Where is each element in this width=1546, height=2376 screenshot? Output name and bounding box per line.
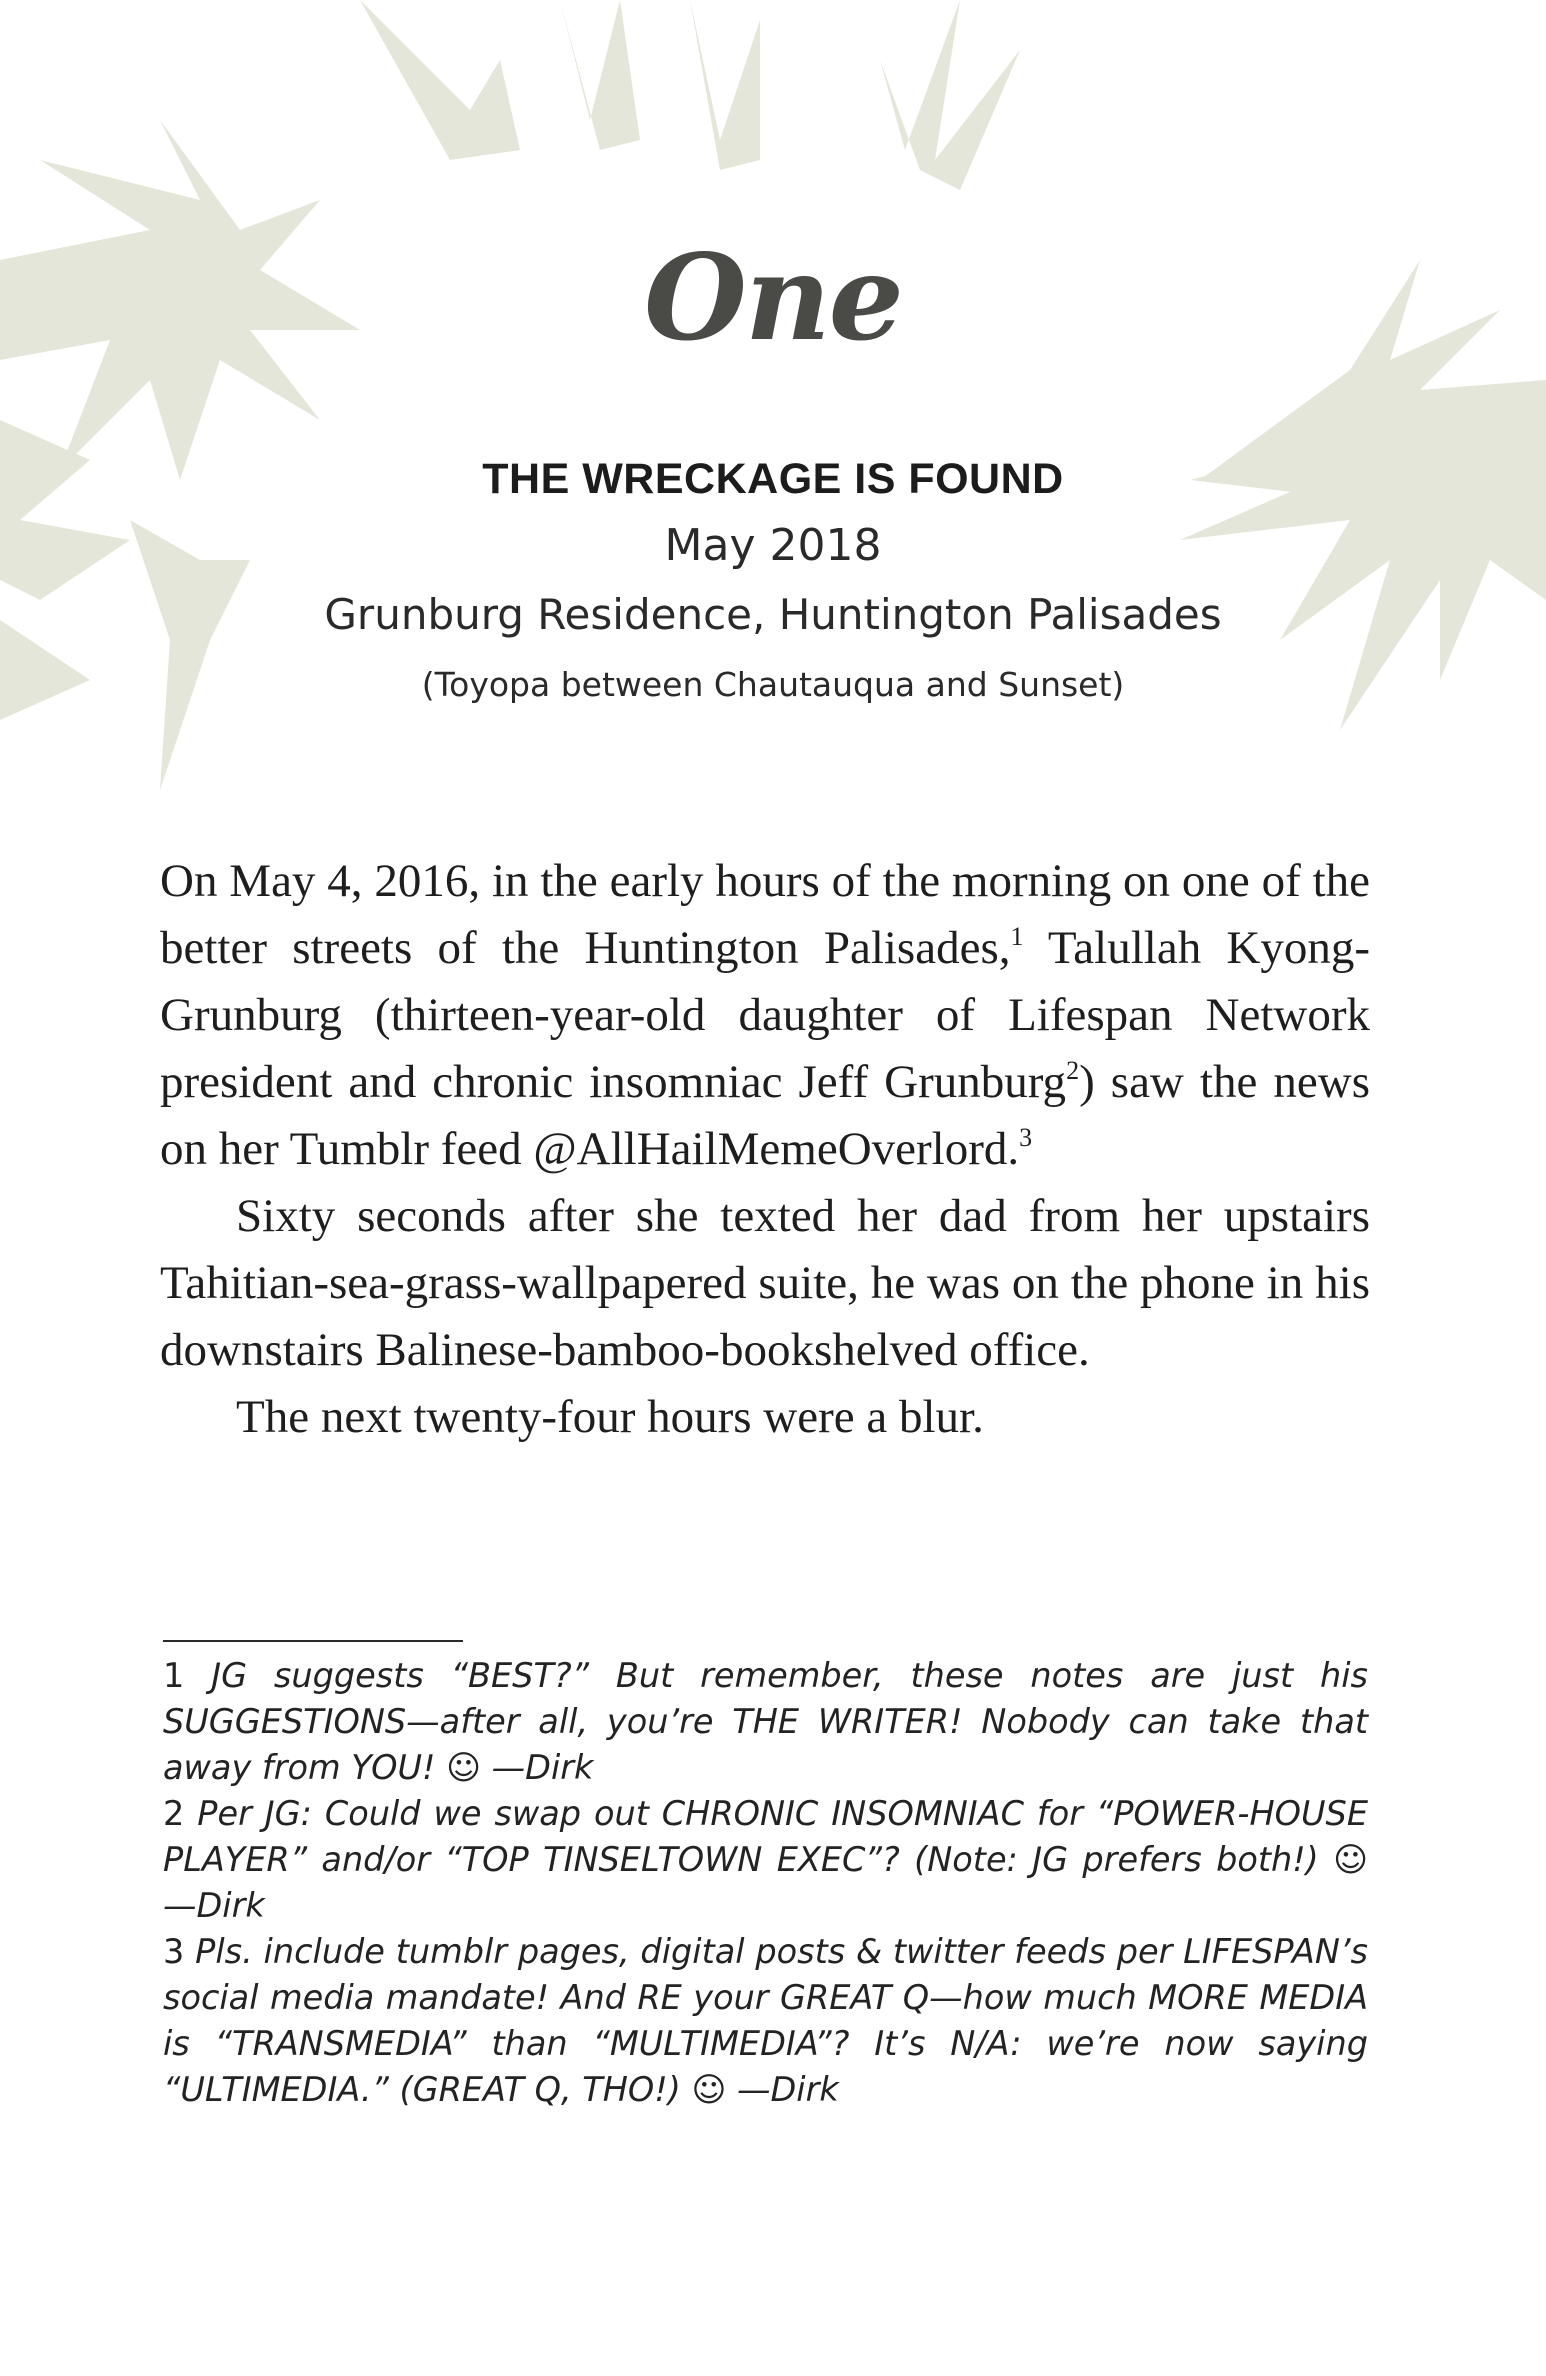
- starburst-top-center: [360, 0, 1020, 190]
- footnote-number: 1: [163, 1656, 185, 1695]
- paragraph: Sixty seconds after she texted her dad from her upstairs Tahitian-sea-grass-wallpapered suite, he was on the phone in his downstairs Balinese-bamboo-bookshelved office.: [160, 1190, 1370, 1376]
- footnote-text: Pls. include tumblr pages, digital posts & twitter feeds per LIFESPAN’s social media mandate! And RE your GREAT Q—how much MORE MEDIA is “TRANSMEDIA” than “MULTIMEDIA”? It’s N/A: we’re now saying “ULTIMEDIA.” (GREAT Q, THO!) ☺ —Dirk: [163, 1932, 1369, 2109]
- footnote-number: 2: [163, 1794, 185, 1833]
- chapter-sublocation: (Toyopa between Chautauqua and Sunset): [421, 665, 1125, 704]
- footnote-ref: 3: [1019, 1123, 1033, 1152]
- footnote: [163, 1929, 1368, 2113]
- footnote: [163, 1653, 1368, 1791]
- chapter-location: Grunburg Residence, Huntington Palisades: [324, 590, 1222, 639]
- chapter-number: One: [644, 228, 902, 367]
- body-text: [160, 848, 1370, 1451]
- footnotes: [163, 1653, 1368, 2113]
- chapter-date: May 2018: [664, 520, 882, 571]
- footnote-text: JG suggests “BEST?” But remember, these notes are just his SUGGESTIONS—after all, you’re THE WRITER! Nobody can take that away from YOU! ☺ —Dirk: [163, 1656, 1368, 1787]
- paragraph-text: ) saw the news on her Tumblr feed @AllHailMemeOverlord.: [160, 1056, 1370, 1175]
- footnote-number: 3: [163, 1932, 185, 1971]
- paragraph: The next twenty-four hours were a blur.: [236, 1391, 984, 1443]
- paragraph: [160, 848, 1370, 1183]
- footnote-divider: [163, 1640, 463, 1642]
- paragraph-text: On May 4, 2016, in the early hours of the morning on one of the better streets of the Huntington Palisades,: [160, 855, 1370, 974]
- footnote-text: Per JG: Could we swap out CHRONIC INSOMNIAC for “POWER-HOUSE PLAYER” and/or “TOP TINSELTOWN EXEC”? (Note: JG prefers both!) ☺ —Dirk: [163, 1794, 1368, 1925]
- footnote: [163, 1791, 1368, 1929]
- paragraph-text: Talullah Kyong-Grunburg (thirteen-year-old daughter of Lifespan Network president and chronic insomniac Jeff Grunburg: [160, 922, 1370, 1108]
- chapter-title: THE WRECKAGE IS FOUND: [482, 455, 1064, 503]
- footnote-ref: 1: [1010, 922, 1024, 951]
- footnote-ref: 2: [1066, 1056, 1080, 1085]
